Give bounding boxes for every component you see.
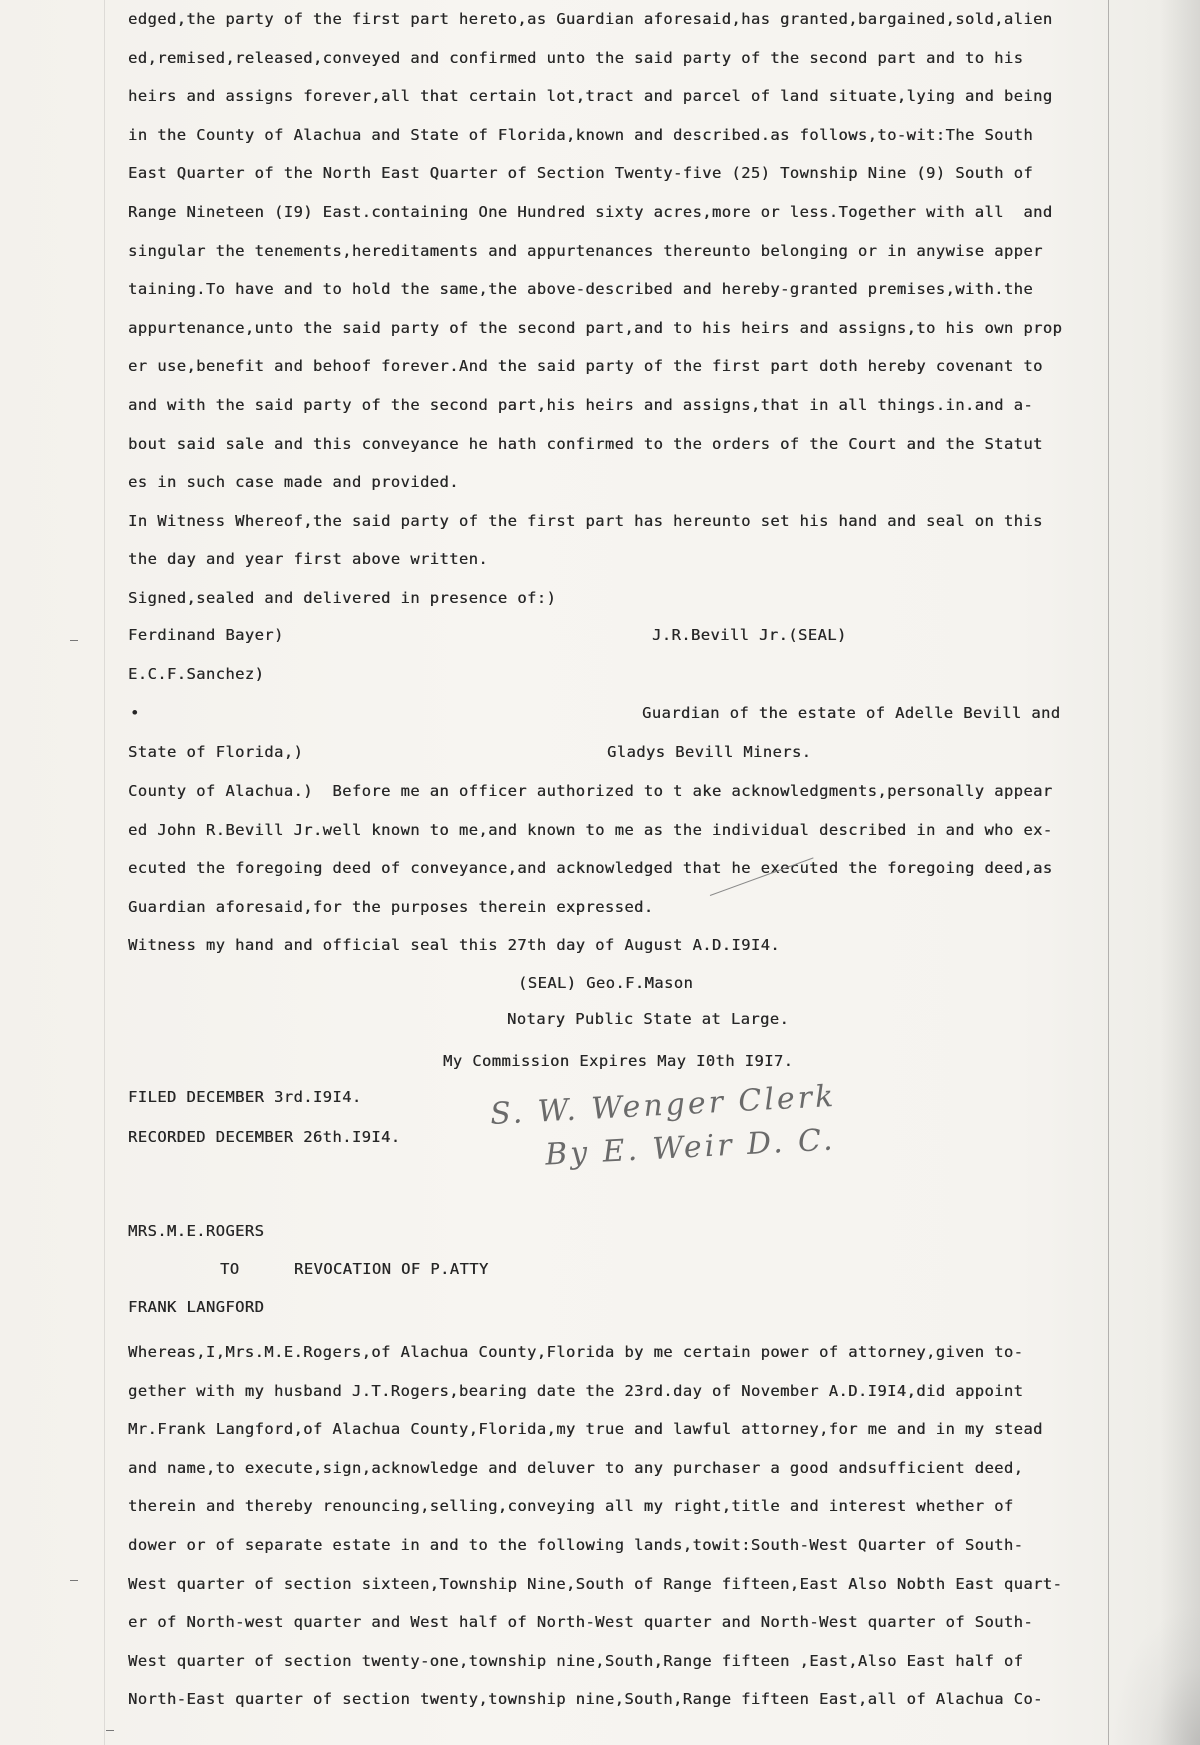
revocation-title: REVOCATION OF P.ATTY bbox=[294, 1260, 489, 1278]
ack-line: Guardian aforesaid,for the purposes therein expressed. bbox=[128, 897, 654, 916]
deed-line: edged,the party of the first part hereto,as Guardian aforesaid,has granted,bargained,sold,alien bbox=[128, 10, 1053, 28]
revocation-line: Mr.Frank Langford,of Alachua County,Florida,my true and lawful attorney,for me and in my stead bbox=[128, 1420, 1043, 1439]
deed-line: appurtenance,unto the said party of the second part,and to his heirs and assigns,to his own prop bbox=[128, 318, 1063, 337]
witness-name: E.C.F.Sanchez) bbox=[128, 665, 265, 683]
revocation-line: West quarter of section sixteen,Township Nine,South of Range fifteen,East Also Nobth East quart- bbox=[128, 1574, 1063, 1593]
deed-line: the day and year first above written. bbox=[128, 550, 489, 569]
commission-expiry: My Commission Expires May I0th I9I7. bbox=[443, 1052, 794, 1070]
revocation-line: West quarter of section twenty-one,township nine,South,Range fifteen ,East,Also East half of bbox=[128, 1651, 1024, 1670]
acknowledgment bbox=[128, 772, 1128, 965]
notary-seal: (SEAL) Geo.F.Mason bbox=[518, 974, 694, 992]
page-edge-shadow bbox=[1160, 0, 1200, 1745]
deed-line: in the County of Alachua and State of Florida,known and described.as follows,to-wit:The South bbox=[128, 125, 1034, 144]
margin-mark bbox=[70, 1580, 78, 1581]
revocation-line: dower or of separate estate in and to the following lands,towit:South-West Quarter of South- bbox=[128, 1535, 1024, 1554]
deed-line: es in such case made and provided. bbox=[128, 473, 459, 492]
guardian-line: Gladys Bevill Miners. bbox=[607, 743, 812, 761]
revocation-line: er of North-west quarter and West half of North-West quarter and North-West quarter of South- bbox=[128, 1613, 1034, 1632]
witness-name: Ferdinand Bayer) bbox=[128, 626, 284, 644]
ack-line: ed John R.Bevill Jr.well known to me,and known to me as the individual described in and who ex- bbox=[128, 820, 1053, 839]
revocation-line: and name,to execute,sign,acknowledge and deluver to any purchaser a good andsufficient deed, bbox=[128, 1458, 1024, 1477]
page-margin-line bbox=[104, 0, 105, 1745]
margin-mark bbox=[70, 640, 78, 641]
revocation-line: Whereas,I,Mrs.M.E.Rogers,of Alachua County,Florida by me certain power of attorney,given to- bbox=[128, 1343, 1024, 1361]
deed-line: East Quarter of the North East Quarter of Section Twenty-five (25) Township Nine (9) South of bbox=[128, 164, 1034, 183]
deed-line: ed,remised,released,conveyed and confirmed unto the said party of the second part and to his bbox=[128, 48, 1024, 67]
guardian-line: Guardian of the estate of Adelle Bevill and bbox=[642, 704, 1061, 722]
deed-line: singular the tenements,hereditaments and appurtenances thereunto belonging or in anywise apper bbox=[128, 241, 1043, 260]
filed-date: FILED DECEMBER 3rd.I9I4. bbox=[128, 1088, 362, 1106]
deed-line: Range Nineteen (I9) East.containing One Hundred sixty acres,more or less.Together with all and bbox=[128, 202, 1053, 221]
deed-body bbox=[128, 0, 1128, 618]
deputy-clerk-signature: By E. Weir D. C. bbox=[544, 1122, 837, 1173]
ack-line: ecuted the foregoing deed of conveyance,and acknowledged that he executed the foregoing deed,as bbox=[128, 859, 1053, 878]
signer-name: J.R.Bevill Jr.(SEAL) bbox=[652, 626, 847, 644]
deed-line: taining.To have and to hold the same,the above-described and hereby-granted premises,with.the bbox=[128, 280, 1034, 299]
revocation-line: North-East quarter of section twenty,township nine,South,Range fifteen East,all of Alachua Co- bbox=[128, 1690, 1043, 1709]
deed-line: and with the said party of the second part,his heirs and assigns,that in all things.in.and a- bbox=[128, 395, 1034, 414]
deed-line: bout said sale and this conveyance he hath confirmed to the orders of the Court and the Statut bbox=[128, 434, 1043, 453]
recorded-date: RECORDED DECEMBER 26th.I9I4. bbox=[128, 1128, 401, 1146]
deed-line: er use,benefit and behoof forever.And the said party of the first part doth hereby covenant to bbox=[128, 357, 1043, 376]
deed-line: Signed,sealed and delivered in presence of:) bbox=[128, 588, 557, 607]
revocation-party2: FRANK LANGFORD bbox=[128, 1298, 265, 1316]
revocation-line: gether with my husband J.T.Rogers,bearing date the 23rd.day of November A.D.I9I4,did appoint bbox=[128, 1381, 1024, 1400]
margin-mark bbox=[106, 1730, 114, 1731]
clerk-signature: S. W. Wenger Clerk bbox=[489, 1078, 838, 1133]
notary-title: Notary Public State at Large. bbox=[507, 1010, 790, 1028]
ack-line: County of Alachua.) Before me an officer authorized to t ake acknowledgments,personally appear bbox=[128, 782, 1053, 800]
state-line: State of Florida,) bbox=[128, 743, 304, 761]
deed-line: heirs and assigns forever,all that certain lot,tract and parcel of land situate,lying and being bbox=[128, 87, 1053, 106]
revocation-line: therein and thereby renouncing,selling,conveying all my right,title and interest whether of bbox=[128, 1497, 1014, 1516]
deed-line: In Witness Whereof,the said party of the first part has hereunto set his hand and seal on this bbox=[128, 511, 1043, 530]
ack-line: Witness my hand and official seal this 27th day of August A.D.I9I4. bbox=[128, 936, 781, 955]
revocation-party1: MRS.M.E.ROGERS bbox=[128, 1222, 265, 1240]
revocation-to: TO bbox=[220, 1260, 240, 1278]
margin-bullet: • bbox=[130, 704, 140, 722]
revocation-body bbox=[128, 1333, 1128, 1719]
